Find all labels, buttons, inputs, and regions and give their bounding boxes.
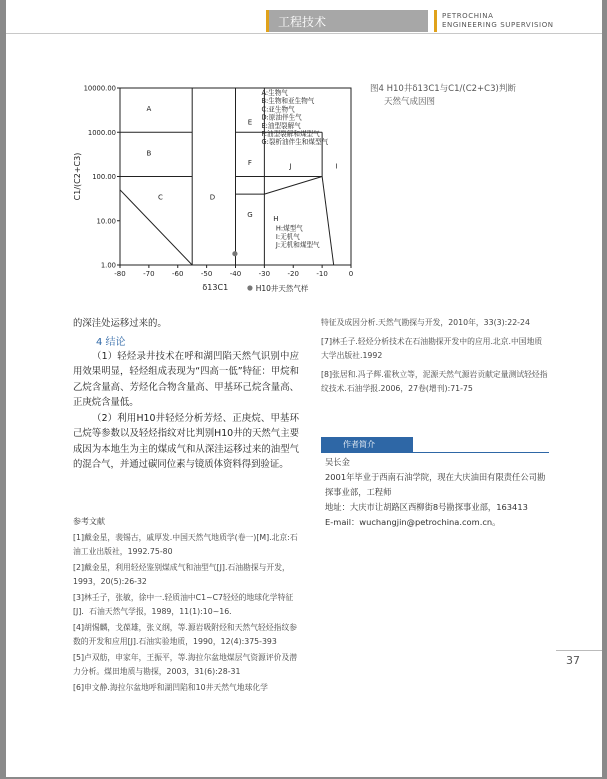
region-label-b: B <box>146 149 152 158</box>
x-tick-label: -10 <box>316 270 328 278</box>
region-label-i: I <box>335 162 338 171</box>
region-legend-item: I:无机气 <box>275 232 300 241</box>
region-label-h: H <box>273 214 279 223</box>
region-legend-item: G:裂析油伴生和煤型气 <box>261 138 329 147</box>
author-profile <box>321 437 549 530</box>
reference-item: [2]戴金星，利用轻烃鉴别煤成气和油型气[J].石油勘探与开发，1993，20(5):26-32 <box>73 563 290 586</box>
author-address: 地址：大庆市让胡路区西柳街8号勘探事业部，163413 <box>325 502 528 512</box>
data-point <box>232 251 237 256</box>
conclusion-paragraph-1: （1）轻烃录井技术在呼和湖凹陷天然气识别中应用效果明显，轻烃组成表现为“四高一低”特征：甲烷和乙烷含量高、芳烃化合物含量高、甲基环己烷含量高、正庚烷含量低。 <box>73 350 299 408</box>
page-number: 37 <box>566 654 580 667</box>
region-legend-item: J:无机和煤型气 <box>275 240 320 249</box>
reference-item: 特征及成因分析.天然气勘探与开发，2010年，33(3):22-24 <box>321 318 530 327</box>
y-tick-label: 10000.00 <box>83 84 116 93</box>
conclusion-paragraph-2: （2）利用H10井轻烃分析芳烃、正庚烷、甲基环己烷等参数以及轻烃指纹对比判别H10井的天然气主要成因为本地生为主的煤成气和从深洼运移过来的油型气的混合气，并通过碳同位素与镜质体资料得到验证。 <box>73 412 299 470</box>
region-label-g: G <box>247 211 253 220</box>
header-accent <box>266 10 269 32</box>
region-label-e: E <box>247 118 253 127</box>
x-tick-label: -80 <box>114 270 126 278</box>
x-tick-label: -30 <box>258 270 271 278</box>
references-heading: 参考文献 <box>73 517 105 526</box>
figure-caption-line2: 天然气成因图 <box>384 97 436 107</box>
x-tick-label: -60 <box>172 270 184 278</box>
author-divider <box>321 452 549 453</box>
series-legend-label: H10井天然气样 <box>255 284 309 293</box>
journal-name-en-line1: PETROCHINA <box>442 12 494 20</box>
region-label-d: D <box>209 193 216 202</box>
region-legend-item: A:生物气 <box>261 89 288 97</box>
figure-caption <box>370 83 540 109</box>
boundary-line <box>264 177 322 195</box>
x-tick-label: -70 <box>143 270 155 278</box>
series-legend-marker <box>247 285 252 290</box>
header-rule <box>434 10 437 32</box>
journal-page <box>6 0 602 777</box>
journal-name-en-line2: ENGINEERING SUPERVISION <box>442 21 554 29</box>
boundary-line <box>322 177 334 266</box>
region-label-a: A <box>146 105 152 114</box>
boundary-line <box>120 190 192 265</box>
reference-item: [5]卢双舫，申家年，王振平，等.海拉尔盆地煤层气资源评价及潜力分析。煤田地质与勘探，2003，31(6):28-31 <box>73 653 298 676</box>
author-heading: 作者简介 <box>321 437 413 452</box>
reference-item: [3]林壬子，张敏，徐中一.轻质油中C1~C7轻烃的地球化学特征[J]．石油天然气学报，1989，11(1):10~16． <box>73 593 294 616</box>
section-heading: 4 结论 <box>96 336 126 348</box>
reference-item: [7]林壬子.轻烃分析技术在石油勘探开发中的应用.北京.中国地质大学出版社.1992 <box>321 337 543 360</box>
region-label-c: C <box>157 193 163 202</box>
region-legend-item: C:亚生物气 <box>261 105 295 114</box>
y-tick-label: 1000.00 <box>87 128 116 137</box>
reference-item: [4]胡惕麟，戈葆雄，张义纲，等.源岩吸附烃和天然气轻烃指纹参数的开发和应用[J].石油实验地质，1990，12(4):375-393 <box>73 623 298 646</box>
genesis-chart <box>68 78 363 300</box>
x-tick-label: -20 <box>287 270 299 278</box>
author-bio: 2001年毕业于西南石油学院，现在大庆油田有限责任公司勘探事业部，工程师 <box>325 472 546 497</box>
region-legend-item: B:生物和亚生物气 <box>261 97 315 106</box>
journal-name-en <box>442 12 554 30</box>
author-body <box>321 455 549 530</box>
x-tick-label: 0 <box>348 270 354 278</box>
region-label-j: J <box>289 162 292 171</box>
x-tick-label: -50 <box>200 270 213 278</box>
left-column <box>73 316 299 473</box>
reference-item: [6]申文静.海拉尔盆地呼和湖凹陷和10井天然气地球化学 <box>73 683 268 692</box>
x-axis-label: δ13C1 <box>202 283 229 292</box>
references-left <box>73 516 299 697</box>
y-tick-label: 100.00 <box>92 173 116 181</box>
reference-item: [1]戴金星，裴锡古，戚厚发.中国天然气地质学(卷一)[M].北京:石油工业出版社，1992.75-80 <box>73 533 298 556</box>
region-legend-item: H:煤型气 <box>275 224 303 233</box>
header-divider <box>6 33 602 34</box>
reference-item: [8]张居和.冯子辉.霍秋立等，泥源天然气源岩贡献定量测试轻烃指纹技术.石油学报.2006，27卷(增刊):71-75 <box>321 370 548 393</box>
author-name: 吴长金 <box>325 457 350 467</box>
page-number-rule <box>556 650 602 651</box>
region-legend-item: D:原油伴生气 <box>261 113 302 122</box>
y-tick-label: 1.00 <box>100 261 116 270</box>
region-legend-item: E:油型裂解气 <box>261 121 301 130</box>
x-tick-label: -40 <box>229 270 242 278</box>
figure-caption-line1: 图4 H10井δ13C1与C1/(C2+C3)判断 <box>370 84 516 94</box>
author-email: E-mail：wuchangjin@petrochina.com.cn。 <box>325 517 501 527</box>
y-axis-label: C1/(C2+C3) <box>73 152 82 201</box>
section-title: 工程技术 <box>278 15 327 29</box>
y-tick-label: 10.00 <box>96 217 116 226</box>
continuation-text: 的深洼处运移过来的。 <box>73 318 167 329</box>
region-legend-item: F:油型裂解和煤型气 <box>261 130 320 138</box>
references-right <box>321 316 549 401</box>
region-label-f: F <box>247 159 252 168</box>
